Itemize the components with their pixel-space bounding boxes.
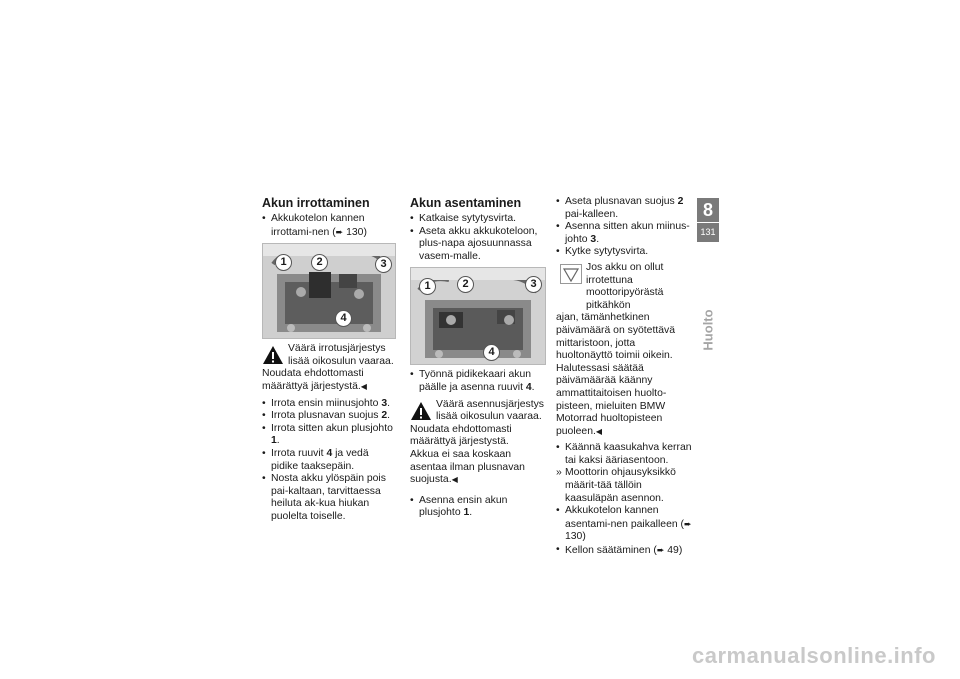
list-item: • Irrota sitten akun plusjohto 1. (262, 422, 393, 447)
list-item: • Akkukotelon kannen irrottami-nen (➨ 130) (262, 213, 367, 238)
page-number: 131 (700, 227, 716, 237)
intro-list (262, 213, 394, 239)
chapter-number: 8 (702, 200, 713, 220)
list-item: • Katkaise sytytysvirta. (410, 213, 517, 224)
callout-1: 1 (275, 254, 292, 271)
install-steps-before (410, 213, 546, 263)
callout-3: 3 (375, 256, 392, 273)
warning-triangle-icon (410, 401, 432, 421)
chapter-title: Huolto (700, 309, 716, 351)
chapter-side-title (697, 300, 719, 360)
list-item: • Aseta plusnavan suojus 2 pai-kalleen. (556, 196, 684, 220)
list-item: • Asenna sitten akun miinus-johto 3. (556, 221, 690, 245)
callout-1: 1 (419, 278, 436, 295)
battery-photo-installation (410, 267, 546, 365)
column-removal (262, 196, 394, 524)
info-note (556, 262, 692, 438)
info-head: Jos akku on ollut irrotettuna moottoripyörästä pitkähkön (586, 261, 664, 311)
arrow-icon: ➨ (335, 226, 344, 237)
callout-2: 2 (311, 254, 328, 271)
list-item: • Asenna ensin akun plusjohto 1. (410, 494, 508, 519)
warning-triangle-icon (262, 345, 284, 365)
end-mark-icon: ◀ (595, 426, 603, 436)
tab-divider (697, 222, 719, 223)
arrow-icon: ➨ (684, 518, 692, 529)
info-triangle-icon (560, 264, 582, 284)
battery-photo-removal (262, 243, 396, 339)
removal-steps (262, 398, 394, 524)
list-item: • Nosta akku ylöspäin pois pai-kaltaan, tarvittaessa heiluta ak-kua hiukan puolelta toiselle. (262, 473, 386, 522)
end-mark-icon: ◀ (360, 381, 367, 391)
heading-battery-removal: Akun irrottaminen (262, 196, 370, 210)
callout-3: 3 (525, 276, 542, 293)
install-steps-continued (556, 196, 692, 259)
list-item: • Akkukotelon kannen asentami-nen paikalleen (➨ 130) (556, 505, 692, 543)
list-item: • Irrota plusnavan suojus 2. (262, 410, 390, 422)
list-item: • Työnnä pidikekaari akun päälle ja asenna ruuvit 4. (410, 369, 535, 393)
warning-body-2: Akkua ei saa koskaan asentaa ilman plusnavan suojusta. (410, 448, 525, 486)
install-last-step (410, 495, 546, 520)
callout-4: 4 (483, 344, 500, 361)
list-item: • Käännä kaasukahva kerran tai kaksi ääriasentoon. (556, 442, 692, 466)
info-body: ajan, tämänhetkinen päivämäärä on syötettävä mittaristoon, jotta huoltonäyttö toimii oikein. Halutessasi säätää päivämäärää käänny ammattitaitoisen huolto-pisteen, mieluiten BMW Motorrad huoltopisteen puoleen. (556, 312, 675, 437)
throttle-steps (556, 442, 692, 557)
list-item: • Aseta akku akkukoteloon, plus-napa ajosuunnassa vasem-malle. (410, 225, 538, 262)
warning-head: Väärä irrotusjärjestys lisää oikosulun vaaraa. (288, 343, 394, 367)
callout-4: 4 (335, 310, 352, 327)
warning-note (410, 399, 546, 487)
list-item: • Kytke sytytysvirta. (556, 246, 649, 258)
list-item: • Kellon säätäminen (➨ 49) (556, 544, 683, 557)
list-item-result: » Moottorin ohjausyksikkö määrit-tää tällöin kaasuläpän asennon. (556, 467, 676, 504)
end-mark-icon: ◀ (451, 475, 458, 485)
list-item: • Irrota ruuvit 4 ja vedä pidike taaksepäin. (262, 447, 369, 472)
heading-battery-installation: Akun asentaminen (410, 196, 522, 210)
install-step-after-photo (410, 369, 546, 394)
list-item: • Irrota ensin miinusjohto 3. (262, 397, 390, 409)
warning-body: Noudata ehdottomasti määrättyä järjestystä. (262, 368, 364, 392)
warning-head: Väärä asennusjärjestys lisää oikosulun vaaraa. (436, 398, 545, 423)
warning-note (262, 343, 394, 393)
callout-2: 2 (457, 276, 474, 293)
watermark: carmanualsonline.info (692, 643, 936, 668)
arrow-icon: ➨ (656, 545, 665, 556)
column-installation (410, 196, 546, 520)
column-continued (556, 196, 692, 558)
warning-body: Noudata ehdottomasti määrättyä järjestystä. (410, 423, 512, 448)
